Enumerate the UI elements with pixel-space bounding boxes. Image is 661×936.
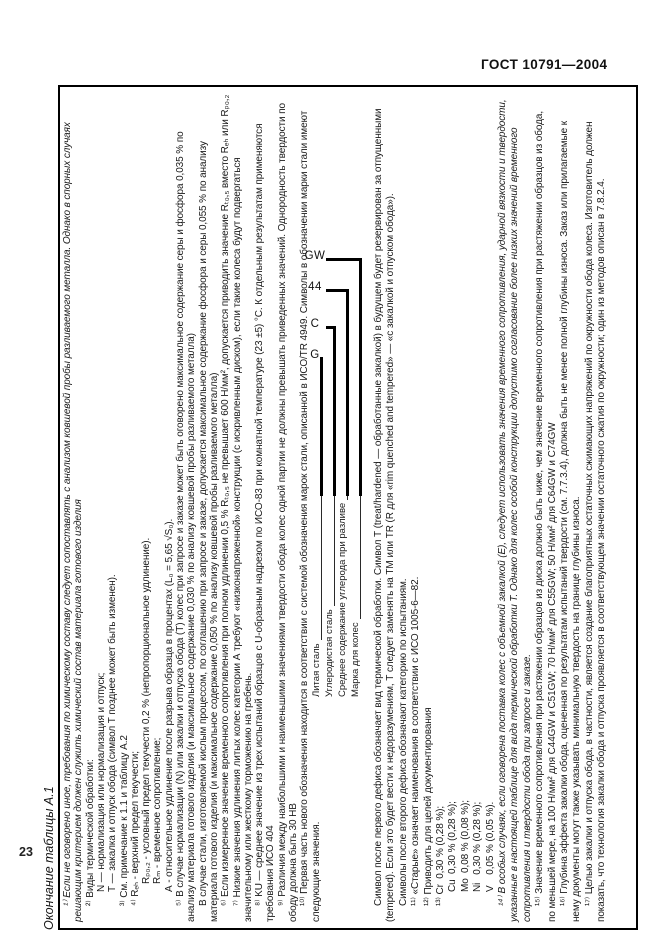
figure-connector-line: [320, 358, 323, 497]
footnote-line: Символы после второго дефиса обозначают категорию по испытаниям.: [397, 578, 409, 906]
footnote-line: сопротивления и твердости обода при запросе и заказе.: [521, 654, 533, 922]
footnote-line: ⁹⁾ Различия между наибольшими и наименьшими значениями твердости обода колес одной партии не должны превышать приведенных значений. Однородность твердости по: [276, 103, 288, 906]
table-box: [58, 85, 638, 930]
footnote-line: ¹⁰⁾ Первая часть нового обозначения находится в соответствии с системой обозначения марок стали, описанной в ИСО/ТR 4949. Символы в обозначении марки стали имеют: [299, 110, 311, 906]
figure-connector-line: [359, 259, 362, 497]
footnote-line: материала готового изделия (и максимальное содержание 0,050 % по анализу ковшевой пробы разливаемого металла): [208, 372, 220, 922]
footnote-line: следующие значения.: [310, 821, 322, 922]
figure-riser-line: [326, 259, 361, 262]
footnote-line: ободу должна быть 30 НВ: [288, 803, 299, 922]
footnote-line: ¹⁾ Если не оговорено иное, требования по химическому составу следует сопоставлять с анализом ковшевой пробы разливаемого металла. Однако в спорных случаях: [62, 122, 73, 906]
footnote-line: по меньшей мере, на 100 Н/мм² для C44GW и C51GW; 70 Н/мм² для C55GW; 50 Н/мм² для C64GW и C74GW: [546, 422, 558, 922]
footnote-line: Rₚ₀,₂ - условный предел текучести 0,2 % (непропорциональное удлинение).: [141, 537, 153, 884]
footnote-line: В случае стали, изготовляемой кислым процессом, по соглашению при запросе и заказе, допускается максимальное содержание фосфора и серы 0,055 % по анализу: [197, 141, 209, 906]
figure-riser-line: [326, 290, 348, 293]
footnote-line: А - относительное удлинение после разрыва образца в процентах (L₀ = 5,65 √S₀).: [163, 518, 175, 892]
footnote-line: ¹³⁾ Cr 0,30 % (0,28 %);: [435, 805, 446, 906]
figure-connector-line: [346, 290, 349, 497]
figure-riser-line: [326, 327, 335, 330]
footnote-line: Mo 0,08 % (0,08 %);: [459, 800, 471, 892]
footnote-line: (tempered). Если это будет вести к недоразумениям, Т следует заменять на ТМ или TR (R для «rim quenched and tempered» — «с закалкой и отпуском обода»).: [385, 193, 397, 922]
footnote-line: ¹⁴⁾ В особых случаях, если оговорена поставка колес с объемной закалкой (Е), следует использовать значения временного сопротивления, ударной вязкости и твердости,: [497, 99, 508, 906]
footnote-line: ²⁾ Виды термической обработки:: [84, 759, 96, 906]
footnote-line: нему документы могут также указывать минимальную твердость на границе глубины износа.: [571, 496, 583, 922]
footnote-line: Rₘ - временное сопротивление;: [152, 737, 164, 884]
footnote-line: ⁵⁾ В случае нормализации (N) или закалки и отпуска обода (Т) колес при запросе и заказе может быть оговорено максимальное содержание серы и фосфора 0,035 % по: [175, 131, 186, 906]
footnote-line: Ni 0,30 % (0,28 %);: [472, 801, 484, 892]
table-continuation-title: Окончание таблицы А.1: [42, 786, 56, 930]
footnote-line: N — нормализация или нормализация и отпуск;: [95, 672, 107, 892]
footnote-line: ⁷⁾ Низкие значения удлинения литых колес категории А требуют «низконапряженной» конструкции (с искривленным диском), если такие колеса будут подвергаться: [231, 157, 243, 906]
footnote-line: требования ИСО 404: [265, 825, 277, 922]
figure-label: Среднее содержание углерода при разливе: [337, 502, 348, 697]
figure-label: Углеродистая сталь: [324, 609, 335, 697]
figure-leader-line: [321, 496, 322, 640]
page-number: 23: [19, 845, 33, 859]
designation-token: C: [310, 318, 320, 330]
footnote-line: ¹⁵⁾ Значение временного сопротивления при растяжении образцов из диска должно быть ниже, чем значение временного сопротивления при растяжении образцов из обода,: [534, 111, 546, 906]
footnote-line: ⁴⁾ Rₑₕ - верхний предел текучести;: [129, 751, 141, 906]
footnote-line: показать, что технология закалки обода и отпуска проявляется в соответствующем значении остаточного сжатия по окружности; один из методов описан в 7.8.2.4.: [596, 178, 608, 922]
footnote-line: значительному или жесткому торможению на гребень.: [242, 672, 254, 922]
footnote-line: указанные в настоящей таблице для вида термической обработки Т. Однако для колес особой конструкции допустимо согласование более низких значений временного: [509, 127, 521, 922]
footnote-line: ⁶⁾ Если измеренное значение временного сопротивления при полном удлинении 0,5 % Rₜ₀,₅ не превышает 600 Н/мм², допускается приводить значение Rₜ₀,₅ вместо Rₑₕ или Rₚ₀,₂: [220, 94, 232, 906]
footnote-line: ⁸⁾ KU — среднее значение из трех испытаний образцов с U-образным надрезом по ИСО-83 при комнатной температуре (23 ±5) °С. К отдельным результатам применяются: [254, 123, 266, 906]
figure-leader-line: [360, 496, 361, 619]
footnote-line: Т — закалка и отпуск обода (символ Т позднее может быть изменен).: [107, 574, 119, 892]
footnote-line: ¹²⁾ Приводить для целей документирования: [422, 707, 434, 906]
designation-token: GW: [304, 250, 326, 262]
footnote-line: V 0,05 % (0,05 %).: [484, 801, 496, 892]
figure-leader-line: [347, 496, 348, 500]
footnote-line: ³⁾ См. примечание к 1.1 и таблицу А.2: [118, 735, 130, 906]
figure-label: Литая сталь: [311, 643, 322, 697]
footnote-line: ¹⁷⁾ Целью закалки и отпуска обода, в частности, является создание благоприятных остаточных сжимающих напряжений по окружности обода колеса. Изготовитель должен: [583, 121, 595, 906]
figure-connector-line: [333, 327, 336, 497]
standard-number-header: ГОСТ 10791—2004: [481, 57, 608, 72]
figure-leader-line: [334, 496, 335, 606]
footnote-line: ¹⁶⁾ Глубина эффекта закалки обода, оцененная по результатам испытаний твердости (см. 7.7.3.4), должна быть не менее полной глубины износа. Заказ или прилагаемые к: [559, 121, 570, 906]
footnote-line: решающим критерием должен служить химический состав материала готового изделия: [73, 499, 85, 922]
footnote-line: Cu 0,30 % (0,28 %);: [447, 801, 459, 892]
designation-token: G: [310, 349, 320, 361]
footnote-line: анализу материала готового изделия (и максимальное содержание 0,030 % по анализу ковшевой пробы разливаемого металла): [186, 333, 198, 922]
footnote-line: Символ после первого дефиса обозначает вид термической обработки. Символ Т (treat/hardened — обработанные закалкой) в будущем будет резервирован за отпущенными: [373, 108, 384, 906]
designation-token: 44: [308, 281, 322, 293]
figure-label: Марка для колес: [350, 622, 361, 697]
footnote-line: ¹¹⁾ «Старые» означает наименования в соответствии с ИСО 1005-6—82.: [410, 576, 422, 906]
